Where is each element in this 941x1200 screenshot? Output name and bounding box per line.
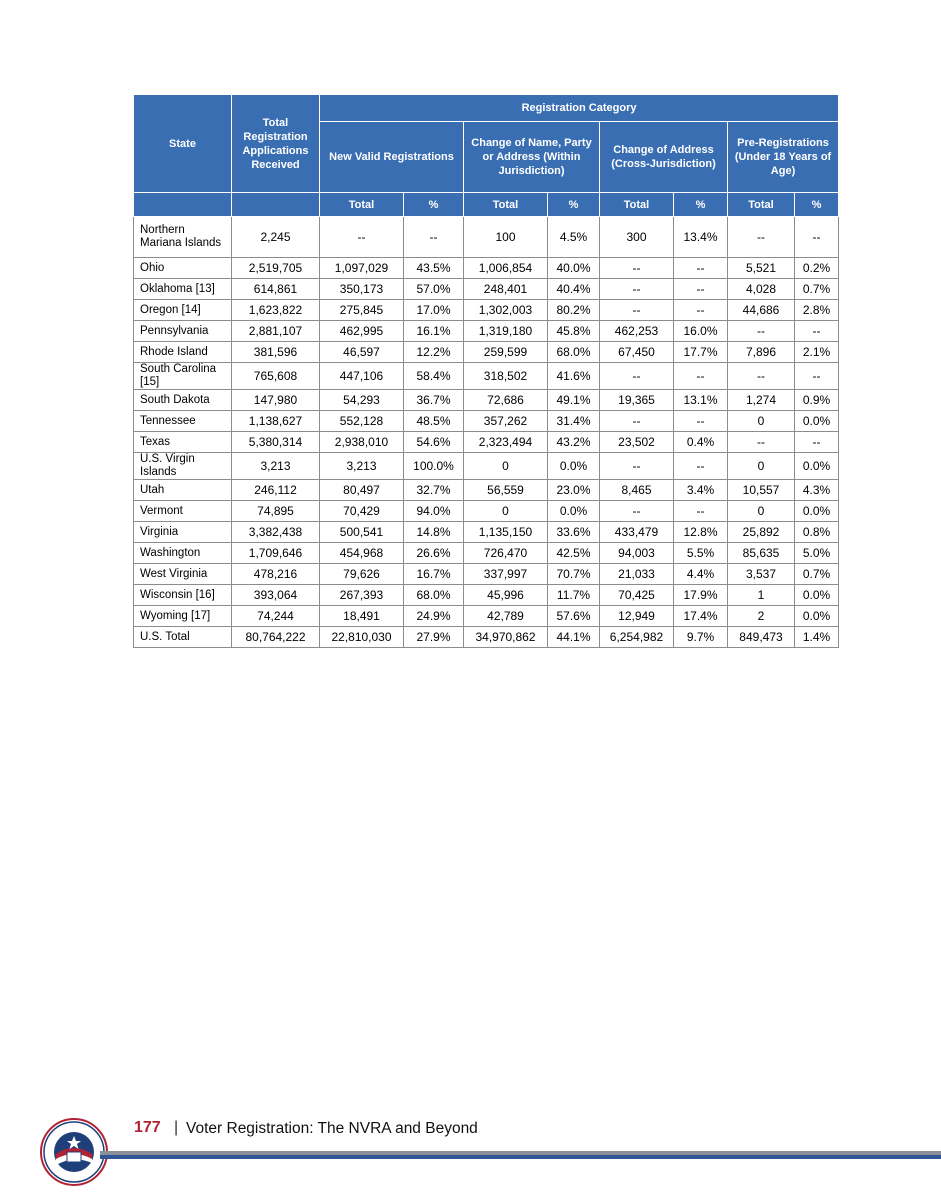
cell-change-cross-total: 8,465 xyxy=(600,480,674,501)
cell-total-received: 393,064 xyxy=(232,585,320,606)
cell-pre-reg-total: 3,537 xyxy=(728,564,795,585)
cell-change-within-total: 2,323,494 xyxy=(464,432,548,453)
cell-change-within-pct: 4.5% xyxy=(548,217,600,258)
cell-total-received: 147,980 xyxy=(232,390,320,411)
cell-pre-reg-pct: -- xyxy=(795,217,839,258)
cell-pre-reg-total: 1,274 xyxy=(728,390,795,411)
cell-new-valid-total: 2,938,010 xyxy=(320,432,404,453)
cell-state: South Carolina [15] xyxy=(134,363,232,390)
subheader-total: Total xyxy=(600,193,674,217)
cell-pre-reg-pct: -- xyxy=(795,432,839,453)
cell-change-within-pct: 0.0% xyxy=(548,453,600,480)
cell-total-received: 765,608 xyxy=(232,363,320,390)
cell-pre-reg-total: -- xyxy=(728,217,795,258)
header-blank xyxy=(134,193,232,217)
cell-new-valid-total: 500,541 xyxy=(320,522,404,543)
cell-change-cross-pct: 0.4% xyxy=(674,432,728,453)
table-row xyxy=(134,300,839,321)
cell-change-cross-total: 21,033 xyxy=(600,564,674,585)
cell-new-valid-pct: 14.8% xyxy=(404,522,464,543)
cell-pre-reg-total: -- xyxy=(728,432,795,453)
cell-total-received: 74,244 xyxy=(232,606,320,627)
header-state: State xyxy=(134,95,232,193)
cell-new-valid-total: 46,597 xyxy=(320,342,404,363)
cell-pre-reg-pct: -- xyxy=(795,321,839,342)
cell-change-cross-pct: -- xyxy=(674,501,728,522)
cell-change-cross-total: -- xyxy=(600,501,674,522)
cell-state: Utah xyxy=(134,480,232,501)
cell-pre-reg-pct: 0.2% xyxy=(795,258,839,279)
cell-new-valid-pct: 54.6% xyxy=(404,432,464,453)
cell-pre-reg-total: -- xyxy=(728,363,795,390)
subheader-total: Total xyxy=(728,193,795,217)
cell-new-valid-total: -- xyxy=(320,217,404,258)
cell-new-valid-total: 18,491 xyxy=(320,606,404,627)
cell-change-cross-pct: 17.4% xyxy=(674,606,728,627)
cell-pre-reg-total: 25,892 xyxy=(728,522,795,543)
table-row xyxy=(134,606,839,627)
cell-change-cross-pct: 17.7% xyxy=(674,342,728,363)
cell-change-cross-pct: 3.4% xyxy=(674,480,728,501)
cell-state: South Dakota xyxy=(134,390,232,411)
cell-state: Northern Mariana Islands xyxy=(134,217,232,258)
cell-state: Wyoming [17] xyxy=(134,606,232,627)
cell-pre-reg-pct: 0.0% xyxy=(795,606,839,627)
cell-change-within-pct: 0.0% xyxy=(548,501,600,522)
cell-pre-reg-pct: 0.0% xyxy=(795,501,839,522)
cell-change-within-total: 0 xyxy=(464,501,548,522)
cell-change-within-pct: 40.4% xyxy=(548,279,600,300)
cell-change-within-total: 0 xyxy=(464,453,548,480)
cell-change-within-pct: 68.0% xyxy=(548,342,600,363)
table-row xyxy=(134,217,839,258)
cell-change-cross-total: -- xyxy=(600,300,674,321)
cell-change-cross-total: 300 xyxy=(600,217,674,258)
cell-total-received: 5,380,314 xyxy=(232,432,320,453)
cell-new-valid-pct: 36.7% xyxy=(404,390,464,411)
cell-total-received: 614,861 xyxy=(232,279,320,300)
cell-pre-reg-total: 0 xyxy=(728,501,795,522)
table-row xyxy=(134,564,839,585)
cell-total-received: 80,764,222 xyxy=(232,627,320,648)
cell-new-valid-total: 462,995 xyxy=(320,321,404,342)
cell-state: Ohio xyxy=(134,258,232,279)
cell-pre-reg-pct: 4.3% xyxy=(795,480,839,501)
cell-total-received: 246,112 xyxy=(232,480,320,501)
cell-change-cross-pct: 16.0% xyxy=(674,321,728,342)
cell-change-within-total: 45,996 xyxy=(464,585,548,606)
cell-change-cross-total: 94,003 xyxy=(600,543,674,564)
cell-state: U.S. Virgin Islands xyxy=(134,453,232,480)
cell-state: Vermont xyxy=(134,501,232,522)
cell-new-valid-total: 79,626 xyxy=(320,564,404,585)
table-row xyxy=(134,501,839,522)
table-row xyxy=(134,390,839,411)
header-blank xyxy=(232,193,320,217)
registration-table xyxy=(133,94,839,648)
cell-pre-reg-pct: 0.7% xyxy=(795,279,839,300)
cell-new-valid-pct: 26.6% xyxy=(404,543,464,564)
cell-pre-reg-total: 1 xyxy=(728,585,795,606)
cell-state: Washington xyxy=(134,543,232,564)
table-row xyxy=(134,258,839,279)
cell-state: Rhode Island xyxy=(134,342,232,363)
cell-pre-reg-pct: 0.0% xyxy=(795,585,839,606)
cell-new-valid-pct: 68.0% xyxy=(404,585,464,606)
table-row xyxy=(134,585,839,606)
cell-pre-reg-pct: 0.0% xyxy=(795,453,839,480)
cell-new-valid-pct: 24.9% xyxy=(404,606,464,627)
header-change-cross: Change of Address (Cross-Jurisdiction) xyxy=(600,122,728,193)
cell-change-within-total: 248,401 xyxy=(464,279,548,300)
cell-total-received: 2,245 xyxy=(232,217,320,258)
cell-change-within-pct: 57.6% xyxy=(548,606,600,627)
cell-total-received: 3,382,438 xyxy=(232,522,320,543)
cell-total-received: 2,519,705 xyxy=(232,258,320,279)
cell-state: Oklahoma [13] xyxy=(134,279,232,300)
cell-change-within-total: 100 xyxy=(464,217,548,258)
cell-change-cross-pct: -- xyxy=(674,258,728,279)
cell-new-valid-pct: 43.5% xyxy=(404,258,464,279)
cell-change-cross-pct: -- xyxy=(674,300,728,321)
cell-pre-reg-total: 0 xyxy=(728,411,795,432)
cell-state: Tennessee xyxy=(134,411,232,432)
cell-change-within-pct: 40.0% xyxy=(548,258,600,279)
cell-new-valid-total: 3,213 xyxy=(320,453,404,480)
cell-new-valid-total: 552,128 xyxy=(320,411,404,432)
subheader-pct: % xyxy=(548,193,600,217)
cell-pre-reg-pct: 5.0% xyxy=(795,543,839,564)
cell-new-valid-pct: 12.2% xyxy=(404,342,464,363)
cell-new-valid-pct: 48.5% xyxy=(404,411,464,432)
cell-total-received: 74,895 xyxy=(232,501,320,522)
cell-pre-reg-pct: 0.8% xyxy=(795,522,839,543)
cell-change-within-pct: 45.8% xyxy=(548,321,600,342)
cell-state: West Virginia xyxy=(134,564,232,585)
cell-state: Virginia xyxy=(134,522,232,543)
cell-pre-reg-total: 0 xyxy=(728,453,795,480)
header-total-received: Total Registration Applications Received xyxy=(232,95,320,193)
cell-change-cross-total: -- xyxy=(600,279,674,300)
cell-total-received: 1,709,646 xyxy=(232,543,320,564)
cell-pre-reg-pct: 0.0% xyxy=(795,411,839,432)
cell-state: Texas xyxy=(134,432,232,453)
cell-total-received: 1,623,822 xyxy=(232,300,320,321)
subheader-total: Total xyxy=(320,193,404,217)
cell-new-valid-total: 70,429 xyxy=(320,501,404,522)
cell-new-valid-total: 275,845 xyxy=(320,300,404,321)
cell-change-within-total: 34,970,862 xyxy=(464,627,548,648)
cell-change-cross-pct: -- xyxy=(674,411,728,432)
cell-state: Pennsylvania xyxy=(134,321,232,342)
cell-new-valid-pct: 94.0% xyxy=(404,501,464,522)
cell-new-valid-pct: 32.7% xyxy=(404,480,464,501)
cell-change-cross-pct: -- xyxy=(674,363,728,390)
cell-state: U.S. Total xyxy=(134,627,232,648)
cell-pre-reg-pct: -- xyxy=(795,363,839,390)
cell-change-cross-pct: 13.4% xyxy=(674,217,728,258)
cell-change-within-pct: 42.5% xyxy=(548,543,600,564)
cell-change-within-total: 42,789 xyxy=(464,606,548,627)
cell-pre-reg-total: 849,473 xyxy=(728,627,795,648)
cell-new-valid-total: 54,293 xyxy=(320,390,404,411)
table-row xyxy=(134,543,839,564)
cell-change-within-total: 259,599 xyxy=(464,342,548,363)
header-registration-category: Registration Category xyxy=(320,95,839,122)
cell-change-within-pct: 70.7% xyxy=(548,564,600,585)
cell-pre-reg-total: -- xyxy=(728,321,795,342)
cell-new-valid-total: 1,097,029 xyxy=(320,258,404,279)
cell-change-cross-total: 12,949 xyxy=(600,606,674,627)
cell-change-within-pct: 23.0% xyxy=(548,480,600,501)
cell-total-received: 3,213 xyxy=(232,453,320,480)
cell-change-cross-total: 23,502 xyxy=(600,432,674,453)
cell-new-valid-pct: -- xyxy=(404,217,464,258)
cell-total-received: 2,881,107 xyxy=(232,321,320,342)
table-row xyxy=(134,321,839,342)
cell-pre-reg-pct: 2.1% xyxy=(795,342,839,363)
cell-change-within-total: 337,997 xyxy=(464,564,548,585)
cell-change-cross-total: 19,365 xyxy=(600,390,674,411)
cell-change-cross-total: -- xyxy=(600,411,674,432)
footer-title: Voter Registration: The NVRA and Beyond xyxy=(186,1120,478,1137)
cell-change-within-total: 72,686 xyxy=(464,390,548,411)
cell-change-within-total: 726,470 xyxy=(464,543,548,564)
subheader-pct: % xyxy=(674,193,728,217)
cell-new-valid-total: 350,173 xyxy=(320,279,404,300)
cell-new-valid-total: 267,393 xyxy=(320,585,404,606)
cell-change-cross-pct: 5.5% xyxy=(674,543,728,564)
cell-change-cross-total: 67,450 xyxy=(600,342,674,363)
cell-pre-reg-total: 7,896 xyxy=(728,342,795,363)
table-row xyxy=(134,480,839,501)
cell-new-valid-pct: 100.0% xyxy=(404,453,464,480)
cell-change-cross-total: 6,254,982 xyxy=(600,627,674,648)
cell-new-valid-total: 80,497 xyxy=(320,480,404,501)
header-new-valid: New Valid Registrations xyxy=(320,122,464,193)
table-header xyxy=(134,95,839,217)
cell-change-within-pct: 44.1% xyxy=(548,627,600,648)
cell-change-cross-pct: -- xyxy=(674,453,728,480)
cell-change-within-pct: 31.4% xyxy=(548,411,600,432)
cell-change-within-total: 1,319,180 xyxy=(464,321,548,342)
cell-total-received: 1,138,627 xyxy=(232,411,320,432)
cell-change-within-pct: 33.6% xyxy=(548,522,600,543)
table-row xyxy=(134,411,839,432)
cell-pre-reg-pct: 1.4% xyxy=(795,627,839,648)
cell-pre-reg-total: 85,635 xyxy=(728,543,795,564)
cell-pre-reg-pct: 0.7% xyxy=(795,564,839,585)
footer-separator: | xyxy=(174,1119,179,1136)
cell-change-within-total: 318,502 xyxy=(464,363,548,390)
cell-new-valid-total: 447,106 xyxy=(320,363,404,390)
table-body xyxy=(134,217,839,648)
cell-change-cross-total: 462,253 xyxy=(600,321,674,342)
header-change-within: Change of Name, Party or Address (Within Jurisdiction) xyxy=(464,122,600,193)
cell-change-cross-pct: 9.7% xyxy=(674,627,728,648)
cell-new-valid-pct: 57.0% xyxy=(404,279,464,300)
cell-new-valid-total: 454,968 xyxy=(320,543,404,564)
cell-change-cross-total: -- xyxy=(600,363,674,390)
cell-new-valid-pct: 17.0% xyxy=(404,300,464,321)
cell-pre-reg-pct: 0.9% xyxy=(795,390,839,411)
cell-change-within-pct: 80.2% xyxy=(548,300,600,321)
cell-change-within-pct: 11.7% xyxy=(548,585,600,606)
header-pre-registrations: Pre-Registrations (Under 18 Years of Age) xyxy=(728,122,839,193)
cell-pre-reg-total: 5,521 xyxy=(728,258,795,279)
cell-change-within-total: 56,559 xyxy=(464,480,548,501)
cell-pre-reg-pct: 2.8% xyxy=(795,300,839,321)
cell-pre-reg-total: 10,557 xyxy=(728,480,795,501)
cell-pre-reg-total: 2 xyxy=(728,606,795,627)
cell-change-within-total: 357,262 xyxy=(464,411,548,432)
cell-state: Oregon [14] xyxy=(134,300,232,321)
cell-change-cross-pct: 4.4% xyxy=(674,564,728,585)
cell-change-within-total: 1,006,854 xyxy=(464,258,548,279)
cell-change-cross-pct: 13.1% xyxy=(674,390,728,411)
cell-new-valid-pct: 16.1% xyxy=(404,321,464,342)
table-row xyxy=(134,627,839,648)
cell-pre-reg-total: 44,686 xyxy=(728,300,795,321)
cell-change-cross-pct: -- xyxy=(674,279,728,300)
table-row xyxy=(134,432,839,453)
cell-total-received: 381,596 xyxy=(232,342,320,363)
eac-seal-logo xyxy=(40,1118,108,1186)
cell-change-cross-total: 433,479 xyxy=(600,522,674,543)
cell-change-within-total: 1,135,150 xyxy=(464,522,548,543)
cell-total-received: 478,216 xyxy=(232,564,320,585)
cell-change-within-pct: 43.2% xyxy=(548,432,600,453)
cell-change-cross-pct: 12.8% xyxy=(674,522,728,543)
cell-new-valid-pct: 27.9% xyxy=(404,627,464,648)
cell-change-cross-total: 70,425 xyxy=(600,585,674,606)
cell-new-valid-total: 22,810,030 xyxy=(320,627,404,648)
table-row xyxy=(134,279,839,300)
cell-change-cross-total: -- xyxy=(600,258,674,279)
cell-pre-reg-total: 4,028 xyxy=(728,279,795,300)
table-row xyxy=(134,342,839,363)
subheader-pct: % xyxy=(795,193,839,217)
cell-new-valid-pct: 16.7% xyxy=(404,564,464,585)
cell-state: Wisconsin [16] xyxy=(134,585,232,606)
cell-change-within-pct: 49.1% xyxy=(548,390,600,411)
cell-change-within-total: 1,302,003 xyxy=(464,300,548,321)
table-row xyxy=(134,522,839,543)
cell-change-cross-total: -- xyxy=(600,453,674,480)
subheader-pct: % xyxy=(404,193,464,217)
table-row xyxy=(134,453,839,480)
cell-change-cross-pct: 17.9% xyxy=(674,585,728,606)
page-number: 177 xyxy=(134,1119,161,1136)
table-row xyxy=(134,363,839,390)
subheader-total: Total xyxy=(464,193,548,217)
footer-rule-blue xyxy=(100,1155,941,1159)
cell-new-valid-pct: 58.4% xyxy=(404,363,464,390)
cell-change-within-pct: 41.6% xyxy=(548,363,600,390)
